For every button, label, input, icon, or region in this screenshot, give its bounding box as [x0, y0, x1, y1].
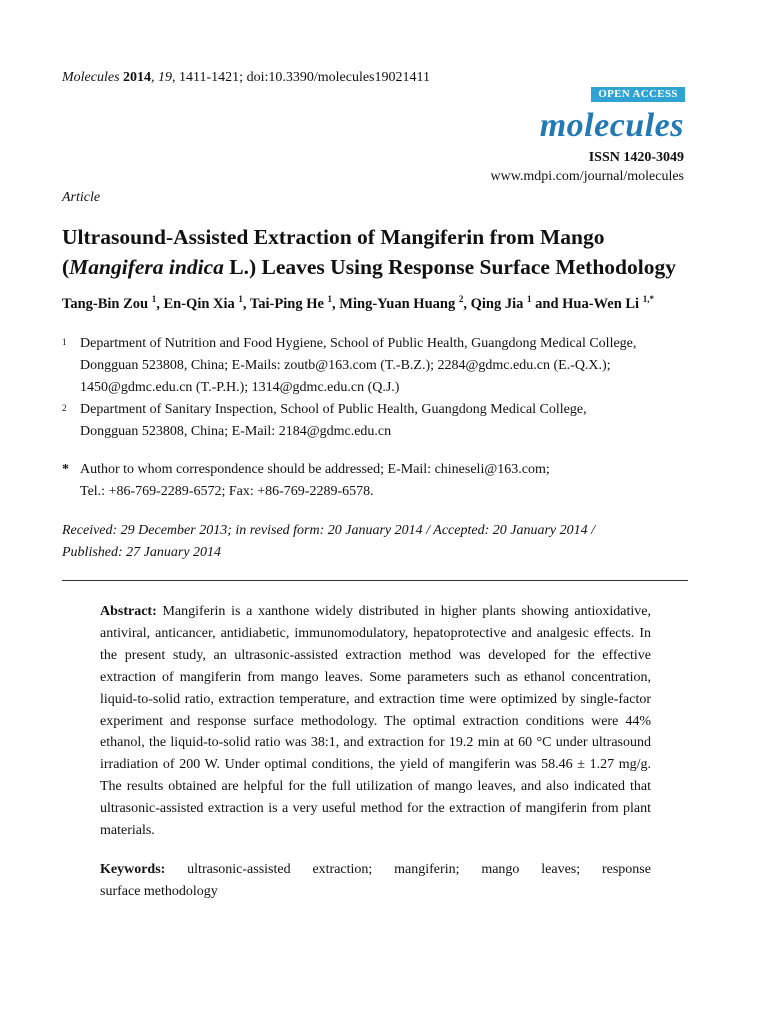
author-name: Tai-Ping He	[249, 296, 324, 312]
author-name: Tang-Bin Zou	[62, 296, 149, 312]
divider	[62, 580, 688, 581]
author-list: Tang-Bin Zou $^1$, En-Qin Xia $^1$, Tai-Ping He $^1$, Ming-Yuan Huang $^2$, Qing Jia $^1$ and Hua-Wen Li $^{1,*}$	[62, 294, 654, 312]
paper-title: Ultrasound-Assisted Extraction of Mangiferin from Mango (Mangifera indica L.) Leaves Using Response Surface Methodology	[62, 225, 676, 279]
author-name: Qing Jia	[470, 296, 524, 312]
abstract-text: Mangiferin is a xanthone widely distributed in higher plants showing antioxidative, antiviral, anticancer, antidiabetic, immunomodulatory, hepatoprotective and analgesic effects. In the present study, an ultrasonic-assisted extraction method was developed for the effective extraction of mangiferin from mango leaves. Some parameters such as ethanol concentration, liquid-to-solid ratio, extraction temperature, and extraction time were optimized by single-factor experiment and response surface methodology. The optimal extraction conditions were 44% ethanol, the liquid-to-solid ratio was 38:1, and extraction for 19.2 min at 60 °C under ultrasound irradiation of 200 W. Under optimal conditions, the yield of mangiferin was 58.46 ± 1.27 mg/g. The results obtained are helpful for the full utilization of mango leaves, and also indicated that ultrasonic-assisted extraction is a very useful method for the extraction of mangiferin from plant materials.	[100, 604, 651, 839]
journal-url[interactable]: www.mdpi.com/journal/molecules	[490, 169, 684, 184]
author-name: Hua-Wen Li	[562, 296, 640, 312]
publication-dates: Received: 29 December 2013; in revised form: 20 January 2014 / Accepted: 20 January 2014 / Published: 27 January 2014	[62, 523, 596, 560]
issn: ISSN 1420-3049	[588, 150, 684, 165]
article-type: Article	[62, 190, 101, 205]
affiliation-number: 1	[62, 337, 67, 347]
keyword-term: mangiferin;	[394, 862, 460, 877]
keyword-term: extraction;	[312, 862, 373, 877]
keyword-term: ultrasonic-assisted	[187, 862, 291, 877]
keyword-term: surface methodology	[100, 884, 218, 899]
keyword-term: leaves;	[541, 862, 581, 877]
corresponding-marker: *	[62, 462, 69, 477]
keyword-term: mango	[481, 862, 520, 877]
author-name: Ming-Yuan Huang	[339, 296, 456, 312]
keywords	[100, 859, 651, 903]
journal-citation: Molecules 2014, 19, 1411-1421; doi:10.3390/molecules19021411	[62, 70, 430, 85]
affiliation-number: 2	[62, 403, 67, 413]
keyword-term: response	[601, 862, 651, 877]
author-name: En-Qin Xia	[163, 296, 235, 312]
journal-logo: molecules	[539, 107, 684, 144]
abstract	[100, 601, 651, 842]
keywords-label: Keywords:	[100, 862, 166, 877]
open-access-badge: OPEN ACCESS	[591, 87, 685, 102]
abstract-label: Abstract:	[100, 604, 157, 619]
